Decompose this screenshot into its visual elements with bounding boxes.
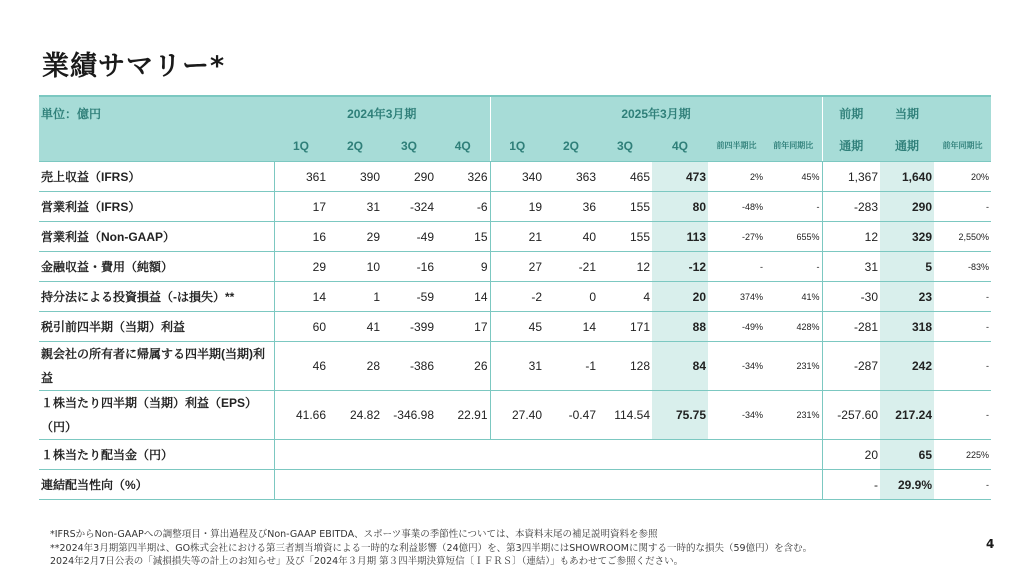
table-cell: - <box>708 252 765 282</box>
table-cell: 29.9% <box>880 470 934 500</box>
table-cell: -34% <box>708 391 765 440</box>
table-cell: 290 <box>382 162 436 192</box>
table-row <box>39 312 991 342</box>
table-row <box>39 222 991 252</box>
earnings-summary-table <box>39 95 991 500</box>
table-cell: 655% <box>765 222 822 252</box>
table-cell: -27% <box>708 222 765 252</box>
table-cell: 31 <box>328 192 382 222</box>
table-cell: - <box>765 252 822 282</box>
table-cell: 14 <box>436 282 490 312</box>
table-cell: 374% <box>708 282 765 312</box>
fy2025-header: 2025年3月期 <box>490 96 822 130</box>
row-label: 営業利益（IFRS） <box>39 192 274 222</box>
table-cell: 31 <box>822 252 880 282</box>
table-cell: 60 <box>274 312 328 342</box>
table-cell: -386 <box>382 342 436 391</box>
row-label: 持分法による投資損益（-は損失）** <box>39 282 274 312</box>
table-cell: 27 <box>490 252 544 282</box>
table-cell: 20 <box>822 440 880 470</box>
col-yoy: 前年同期比 <box>765 130 822 162</box>
table-cell: 290 <box>880 192 934 222</box>
table-cell: - <box>934 342 991 391</box>
table-cell: 12 <box>822 222 880 252</box>
table-cell: 4 <box>598 282 652 312</box>
footnote: 2024年2月7日公表の「減損損失等の計上のお知らせ」及び「2024年３月期 第３四半期決算短信〔ＩＦＲＳ〕（連結）」もあわせてご参照ください。 <box>50 556 684 567</box>
table-cell: 75.75 <box>652 391 708 440</box>
empty-cell <box>274 470 822 500</box>
table-cell: -12 <box>652 252 708 282</box>
row-label: 金融収益・費用（純額） <box>39 252 274 282</box>
table-cell: 88 <box>652 312 708 342</box>
table-row <box>39 470 991 500</box>
table-cell: 24.82 <box>328 391 382 440</box>
table-cell: 361 <box>274 162 328 192</box>
table-cell: -49 <box>382 222 436 252</box>
table-cell: 16 <box>274 222 328 252</box>
table-cell: 1,640 <box>880 162 934 192</box>
table-cell: 2% <box>708 162 765 192</box>
fy2024-header: 2024年3月期 <box>274 96 490 130</box>
row-label: 税引前四半期（当期）利益 <box>39 312 274 342</box>
table-cell: 15 <box>436 222 490 252</box>
row-label: 連結配当性向（%） <box>39 470 274 500</box>
table-cell: 1 <box>328 282 382 312</box>
table-cell: 12 <box>598 252 652 282</box>
table-cell: 2,550% <box>934 222 991 252</box>
table-cell: -281 <box>822 312 880 342</box>
table-cell: 1,367 <box>822 162 880 192</box>
table-cell: 113 <box>652 222 708 252</box>
table-cell: -399 <box>382 312 436 342</box>
table-cell: -34% <box>708 342 765 391</box>
table-cell: -30 <box>822 282 880 312</box>
footnote: **2024年3月期第四半期は、GO株式会社における第三者割当増資による一時的な利益影響（24億円）を、第3四半期にはSHOWROOMに関する一時的な損失（59億円）を含む。 <box>50 542 813 554</box>
table-cell: 318 <box>880 312 934 342</box>
table-cell: 20 <box>652 282 708 312</box>
table-row <box>39 342 991 391</box>
table-cell: - <box>934 470 991 500</box>
table-cell: - <box>765 192 822 222</box>
table-cell: 326 <box>436 162 490 192</box>
row-label: 売上収益（IFRS） <box>39 162 274 192</box>
table-cell: 20% <box>934 162 991 192</box>
table-cell: 22.91 <box>436 391 490 440</box>
table-cell: 231% <box>765 342 822 391</box>
col-2024-1q: 1Q <box>274 130 328 162</box>
table-cell: 41% <box>765 282 822 312</box>
table-row <box>39 440 991 470</box>
unit-label: 単位：億円 <box>39 96 274 130</box>
table-cell: 217.24 <box>880 391 934 440</box>
table-cell: 23 <box>880 282 934 312</box>
table-cell: - <box>934 282 991 312</box>
table-cell: 84 <box>652 342 708 391</box>
table-cell: 428% <box>765 312 822 342</box>
col-2025-2q: 2Q <box>544 130 598 162</box>
table-cell: 29 <box>328 222 382 252</box>
curr-period-header: 当期 <box>880 96 934 130</box>
table-cell: -257.60 <box>822 391 880 440</box>
table-cell: 155 <box>598 192 652 222</box>
table-cell: - <box>822 470 880 500</box>
table-cell: -6 <box>436 192 490 222</box>
table-cell: 29 <box>274 252 328 282</box>
table-row <box>39 391 991 440</box>
table-cell: - <box>934 192 991 222</box>
table-cell: 31 <box>490 342 544 391</box>
row-label: 営業利益（Non-GAAP） <box>39 222 274 252</box>
table-cell: -59 <box>382 282 436 312</box>
table-cell: - <box>934 312 991 342</box>
page-title: 業績サマリー* <box>42 51 226 82</box>
table-cell: 17 <box>436 312 490 342</box>
table-cell: -49% <box>708 312 765 342</box>
table-cell: 465 <box>598 162 652 192</box>
table-cell: 45% <box>765 162 822 192</box>
table-cell: -2 <box>490 282 544 312</box>
table-cell: 5 <box>880 252 934 282</box>
table-cell: 114.54 <box>598 391 652 440</box>
col-curr-fy: 通期 <box>880 130 934 162</box>
table-row <box>39 282 991 312</box>
table-row <box>39 192 991 222</box>
table-cell: -16 <box>382 252 436 282</box>
table-cell: 14 <box>544 312 598 342</box>
table-cell: 41.66 <box>274 391 328 440</box>
table-cell: 14 <box>274 282 328 312</box>
table-cell: 155 <box>598 222 652 252</box>
table-cell: - <box>934 391 991 440</box>
table-cell: -287 <box>822 342 880 391</box>
table-cell: 21 <box>490 222 544 252</box>
table-cell: 9 <box>436 252 490 282</box>
table-cell: 45 <box>490 312 544 342</box>
col-qoq: 前四半期比 <box>708 130 765 162</box>
table-row <box>39 162 991 192</box>
prev-period-header: 前期 <box>822 96 880 130</box>
table-cell: -283 <box>822 192 880 222</box>
table-cell: 28 <box>328 342 382 391</box>
col-2025-1q: 1Q <box>490 130 544 162</box>
col-2024-3q: 3Q <box>382 130 436 162</box>
table-cell: 0 <box>544 282 598 312</box>
table-cell: 27.40 <box>490 391 544 440</box>
empty-cell <box>274 440 822 470</box>
table-cell: 225% <box>934 440 991 470</box>
page-number: 4 <box>986 537 995 551</box>
footnotes <box>50 528 812 569</box>
table-cell: -48% <box>708 192 765 222</box>
table-cell: 340 <box>490 162 544 192</box>
table-cell: -324 <box>382 192 436 222</box>
table-cell: 46 <box>274 342 328 391</box>
table-cell: -21 <box>544 252 598 282</box>
table-cell: 19 <box>490 192 544 222</box>
col-2025-3q: 3Q <box>598 130 652 162</box>
row-label: 親会社の所有者に帰属する四半期(当期)利益 <box>39 342 274 391</box>
col-prev-fy: 通期 <box>822 130 880 162</box>
table-cell: -0.47 <box>544 391 598 440</box>
table-cell: 242 <box>880 342 934 391</box>
table-cell: 41 <box>328 312 382 342</box>
col-2025-4q: 4Q <box>652 130 708 162</box>
table-cell: 390 <box>328 162 382 192</box>
table-cell: 473 <box>652 162 708 192</box>
table-cell: 128 <box>598 342 652 391</box>
table-cell: -83% <box>934 252 991 282</box>
table-row <box>39 252 991 282</box>
table-cell: 329 <box>880 222 934 252</box>
table-cell: 36 <box>544 192 598 222</box>
table-cell: -346.98 <box>382 391 436 440</box>
table-cell: 17 <box>274 192 328 222</box>
table-cell: 80 <box>652 192 708 222</box>
table-cell: 40 <box>544 222 598 252</box>
row-label: １株当たり配当金（円） <box>39 440 274 470</box>
table-cell: 363 <box>544 162 598 192</box>
row-label: １株当たり四半期（当期）利益（EPS）（円） <box>39 391 274 440</box>
col-2024-4q: 4Q <box>436 130 490 162</box>
table-cell: 171 <box>598 312 652 342</box>
table-cell: 231% <box>765 391 822 440</box>
col-2024-2q: 2Q <box>328 130 382 162</box>
table-cell: 26 <box>436 342 490 391</box>
table-cell: 65 <box>880 440 934 470</box>
table-cell: 10 <box>328 252 382 282</box>
col-fy-yoy: 前年同期比 <box>934 130 991 162</box>
footnote: *IFRSからNon-GAAPへの調整項目・算出過程及びNon-GAAP EBITDA、スポーツ事業の季節性については、本資料末尾の補足説明資料を参照 <box>50 529 658 540</box>
table-cell: -1 <box>544 342 598 391</box>
